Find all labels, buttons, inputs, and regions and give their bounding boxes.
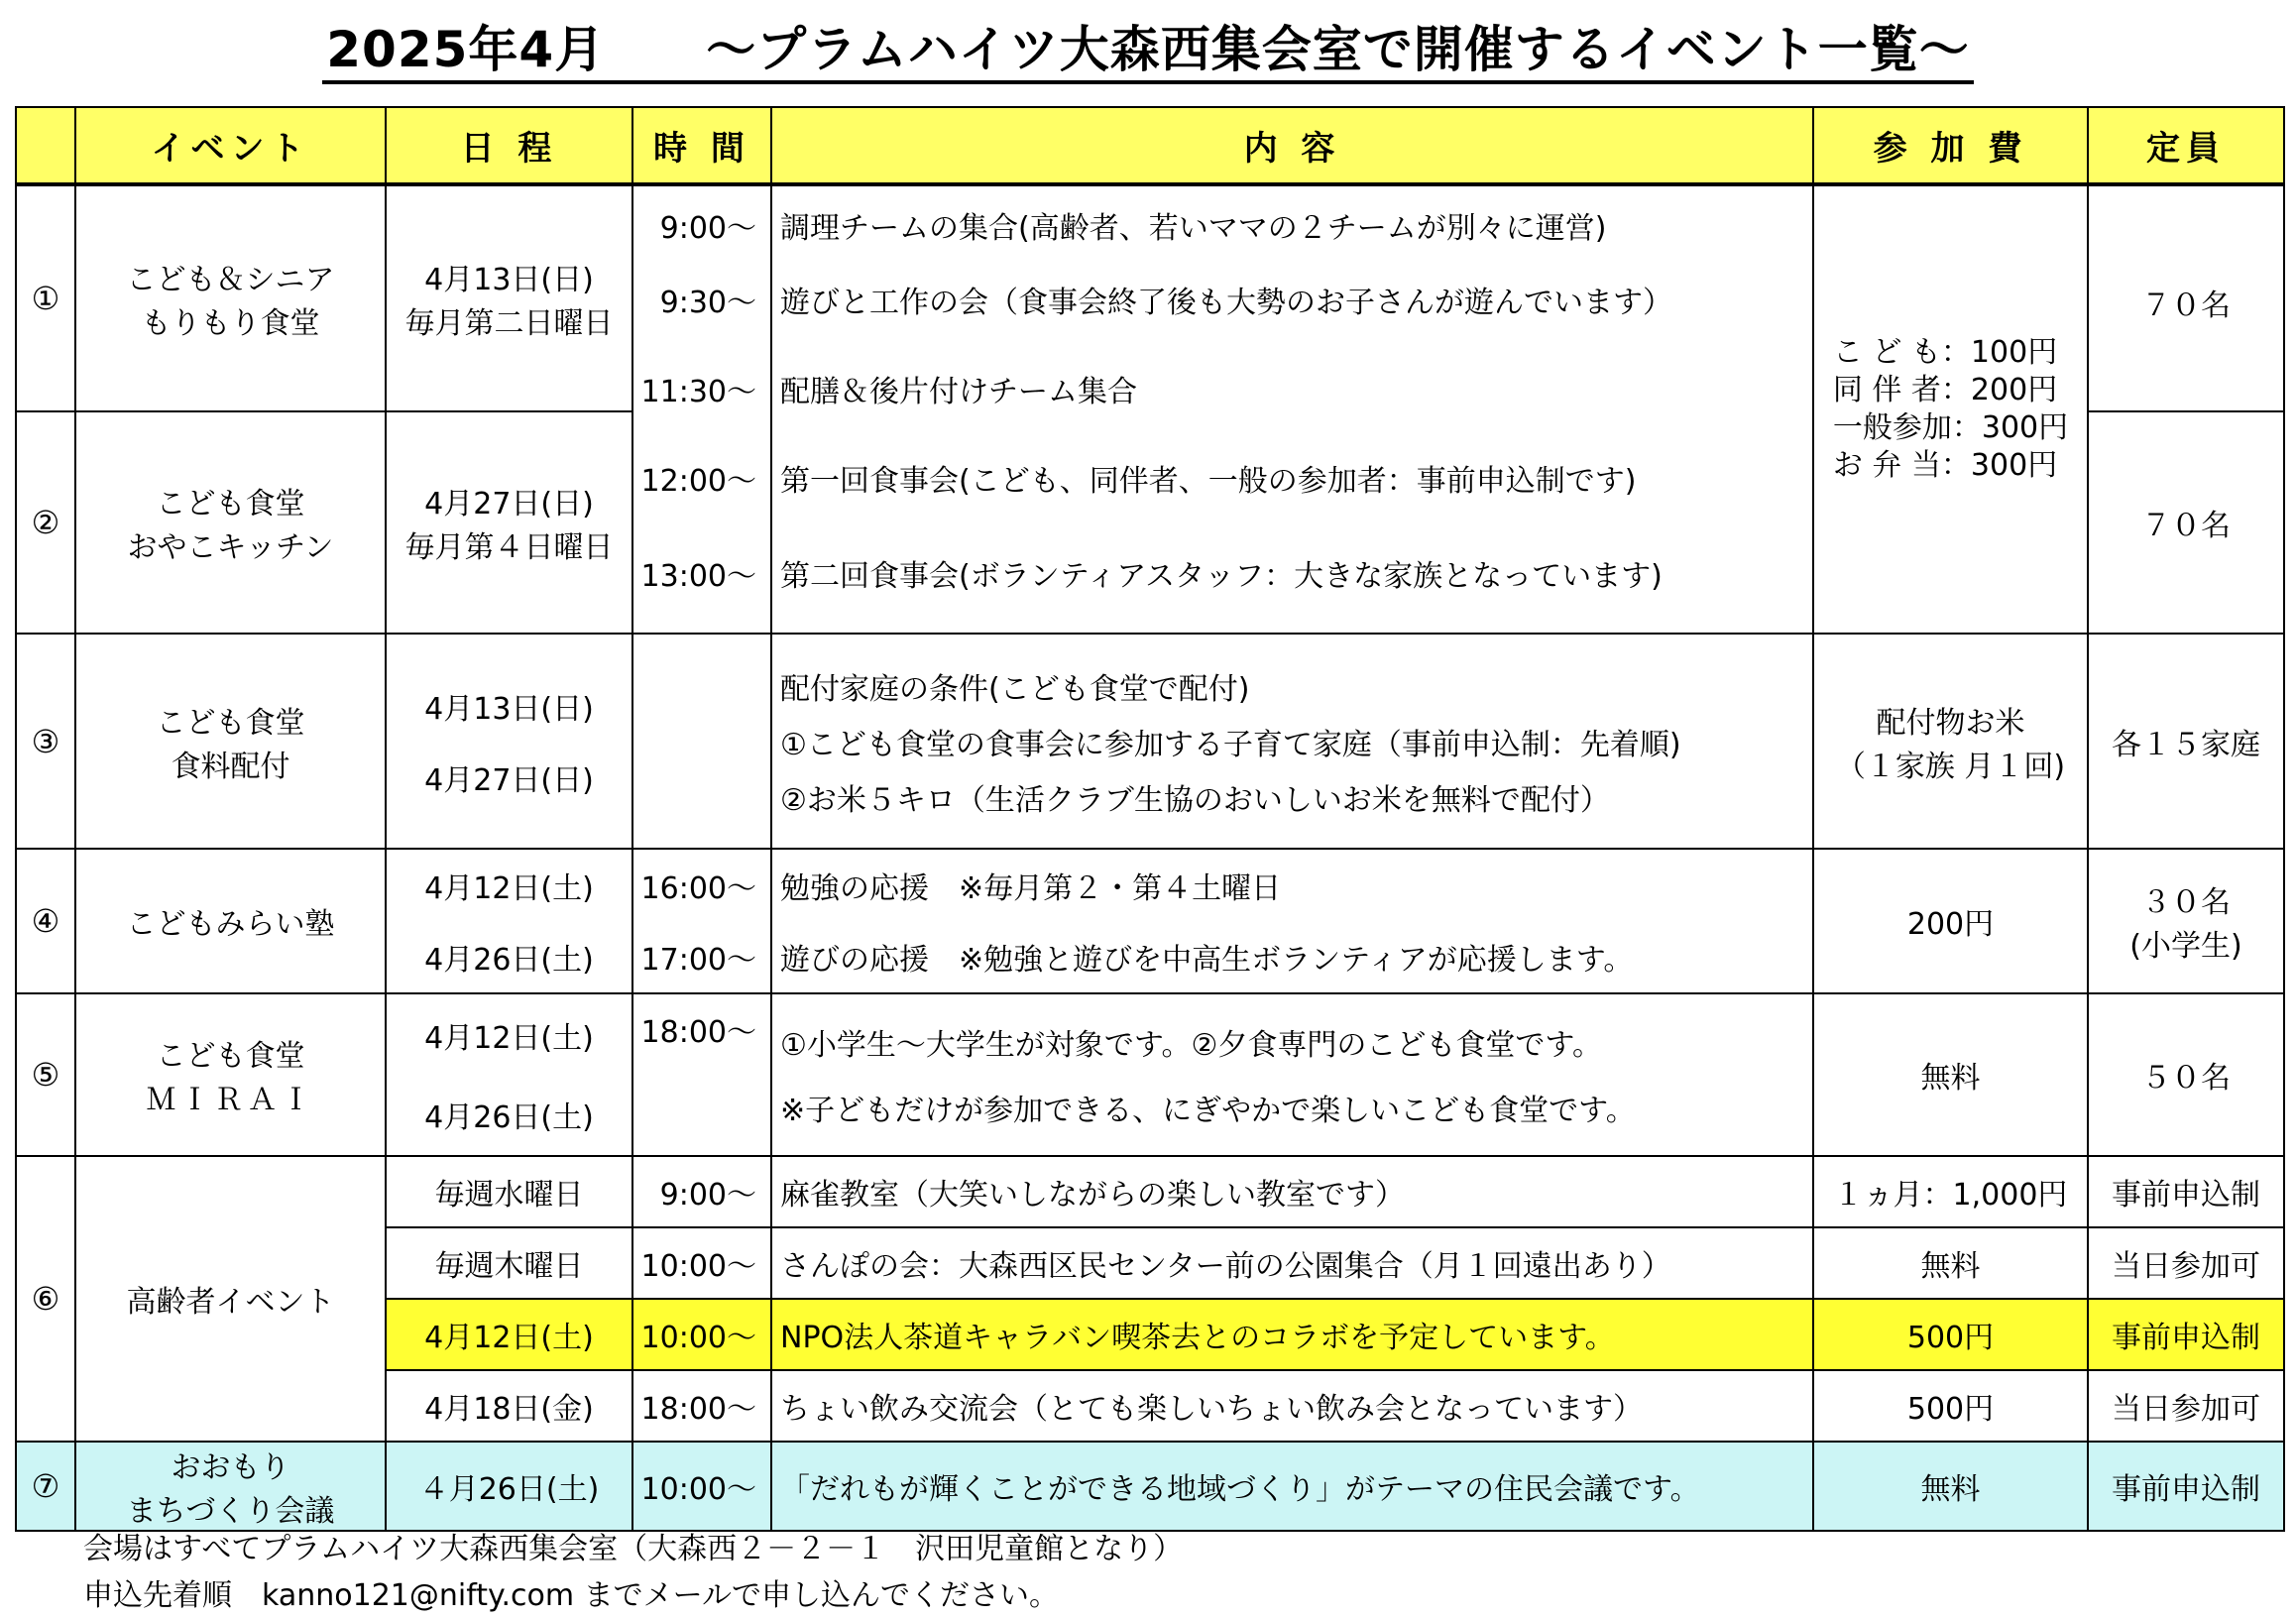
event-capacity: 当日参加可 xyxy=(2088,1370,2284,1442)
event-time: 18:00～ xyxy=(632,1370,771,1442)
event-time: 10:00～ xyxy=(632,1299,771,1370)
event-fee: 無料 xyxy=(1813,1227,2088,1299)
table-row xyxy=(16,1156,2284,1227)
event-name: こども＆シニア もりもり食堂 xyxy=(75,184,386,411)
event-date: 4月12日(土) xyxy=(386,1299,632,1370)
event-capacity: 事前申込制 xyxy=(2088,1442,2284,1531)
event-contents: ①小学生～大学生が対象です。②夕食専門のこども食堂です。 ※子どもだけが参加できる、にぎやかで楽しいこども食堂です。 xyxy=(771,993,1813,1156)
event-dates: 4月13日(日) 毎月第二日曜日 xyxy=(386,184,632,411)
event-content: さんぽの会：大森西区民センター前の公園集合（月１回遠出あり） xyxy=(771,1227,1813,1299)
table-row xyxy=(16,1442,2284,1531)
header-schedule: 日 程 xyxy=(386,107,632,184)
header-fee: 参 加 費 xyxy=(1813,107,2088,184)
header-capacity: 定員 xyxy=(2088,107,2284,184)
event-name: こども食堂 おやこキッチン xyxy=(75,411,386,634)
venue-note: 会場はすべてプラムハイツ大森西集会室（大森西２－２－１ 沢田児童館となり） xyxy=(83,1532,1184,1566)
event-fee: 200円 xyxy=(1813,849,2088,993)
event-name: こども食堂 ＭＩＲＡＩ xyxy=(75,993,386,1156)
event-times xyxy=(632,634,771,849)
event-date: 毎週木曜日 xyxy=(386,1227,632,1299)
event-capacity: ７０名 xyxy=(2088,184,2284,411)
row-number: ⑤ xyxy=(16,993,75,1156)
event-capacity: 事前申込制 xyxy=(2088,1156,2284,1227)
event-time: 10:00～ xyxy=(632,1227,771,1299)
event-content: NPO法人茶道キャラバン喫茶去とのコラボを予定しています。 xyxy=(771,1299,1813,1370)
application-note: 申込先着順 kanno121@nifty.com までメールで申し込んでください。 xyxy=(83,1578,1060,1613)
event-table xyxy=(15,106,2285,1532)
event-capacity: 当日参加可 xyxy=(2088,1227,2284,1299)
event-fee: 無料 xyxy=(1813,1442,2088,1531)
event-name: 高齢者イベント xyxy=(75,1156,386,1442)
event-content: ちょい飲み交流会（とても楽しいちょい飲み会となっています） xyxy=(771,1370,1813,1442)
row-number: ⑦ xyxy=(16,1442,75,1531)
event-time: 9:00～ xyxy=(632,1156,771,1227)
table-row xyxy=(16,184,2284,411)
event-times: 18:00～ xyxy=(632,993,771,1156)
event-dates: 4月27日(日) 毎月第４日曜日 xyxy=(386,411,632,634)
event-date: 毎週水曜日 xyxy=(386,1156,632,1227)
row-number: ③ xyxy=(16,634,75,849)
row-number: ⑥ xyxy=(16,1156,75,1442)
event-contents: 配付家庭の条件(こども食堂で配付) ①こども食堂の食事会に参加する子育て家庭（事前申込制：先着順) ②お米５キロ（生活クラブ生協のおいしいお米を無料で配付） xyxy=(771,634,1813,849)
event-dates: 4月13日(日) 4月27日(日) xyxy=(386,634,632,849)
event-fee: 500円 xyxy=(1813,1299,2088,1370)
event-contents: 調理チームの集合(高齢者、若いママの２チームが別々に運営) 遊びと工作の会（食事会終了後も大勢のお子さんが遊んでいます） 配膳＆後片付けチーム集合 第一回食事会(こども、同伴者、一般の参加者：事前申込制です) 第二回食事会(ボランティアスタッフ：大きな家族となっています) xyxy=(771,184,1813,634)
row-number: ② xyxy=(16,411,75,634)
event-content: 「だれもが輝くことができる地域づくり」がテーマの住民会議です。 xyxy=(771,1442,1813,1531)
table-row xyxy=(16,993,2284,1156)
event-fee: 配付物お米 （１家族 月１回) xyxy=(1813,634,2088,849)
event-dates: 4月12日(土) 4月26日(土) xyxy=(386,849,632,993)
event-dates: 4月12日(土) 4月26日(土) xyxy=(386,993,632,1156)
event-content: 麻雀教室（大笑いしながらの楽しい教室です） xyxy=(771,1156,1813,1227)
event-times: 9:00～ 9:30～ 11:30～ 12:00～ 13:00～ xyxy=(632,184,771,634)
event-fees: こ ど も：100円 同 伴 者：200円 一般参加：300円 お 弁 当：300円 xyxy=(1813,184,2088,634)
table-header xyxy=(16,107,2284,184)
page-title: 2025年4月 ～プラムハイツ大森西集会室で開催するイベント一覧～ xyxy=(0,10,2296,81)
header-time: 時 間 xyxy=(632,107,771,184)
event-name: こども食堂 食料配付 xyxy=(75,634,386,849)
event-capacity: ３０名 (小学生) xyxy=(2088,849,2284,993)
event-contents: 勉強の応援 ※毎月第２・第４土曜日 遊びの応援 ※勉強と遊びを中高生ボランティアが応援します。 xyxy=(771,849,1813,993)
event-fee: 500円 xyxy=(1813,1370,2088,1442)
event-capacity: 各１５家庭 xyxy=(2088,634,2284,849)
event-capacity: ７０名 xyxy=(2088,411,2284,634)
event-fee: １ヵ月：1,000円 xyxy=(1813,1156,2088,1227)
header-num xyxy=(16,107,75,184)
row-number: ④ xyxy=(16,849,75,993)
event-capacity: ５０名 xyxy=(2088,993,2284,1156)
header-event: イベント xyxy=(75,107,386,184)
event-time: 10:00～ xyxy=(632,1442,771,1531)
event-fee: 無料 xyxy=(1813,993,2088,1156)
table-row xyxy=(16,634,2284,849)
event-date: 4月18日(金) xyxy=(386,1370,632,1442)
header-content: 内 容 xyxy=(771,107,1813,184)
event-name: おおもり まちづくり会議 xyxy=(75,1442,386,1531)
row-number: ① xyxy=(16,184,75,411)
event-times: 16:00～ 17:00～ xyxy=(632,849,771,993)
event-name: こどもみらい塾 xyxy=(75,849,386,993)
table-row xyxy=(16,849,2284,993)
event-date: ４月26日(土) xyxy=(386,1442,632,1531)
event-capacity: 事前申込制 xyxy=(2088,1299,2284,1370)
